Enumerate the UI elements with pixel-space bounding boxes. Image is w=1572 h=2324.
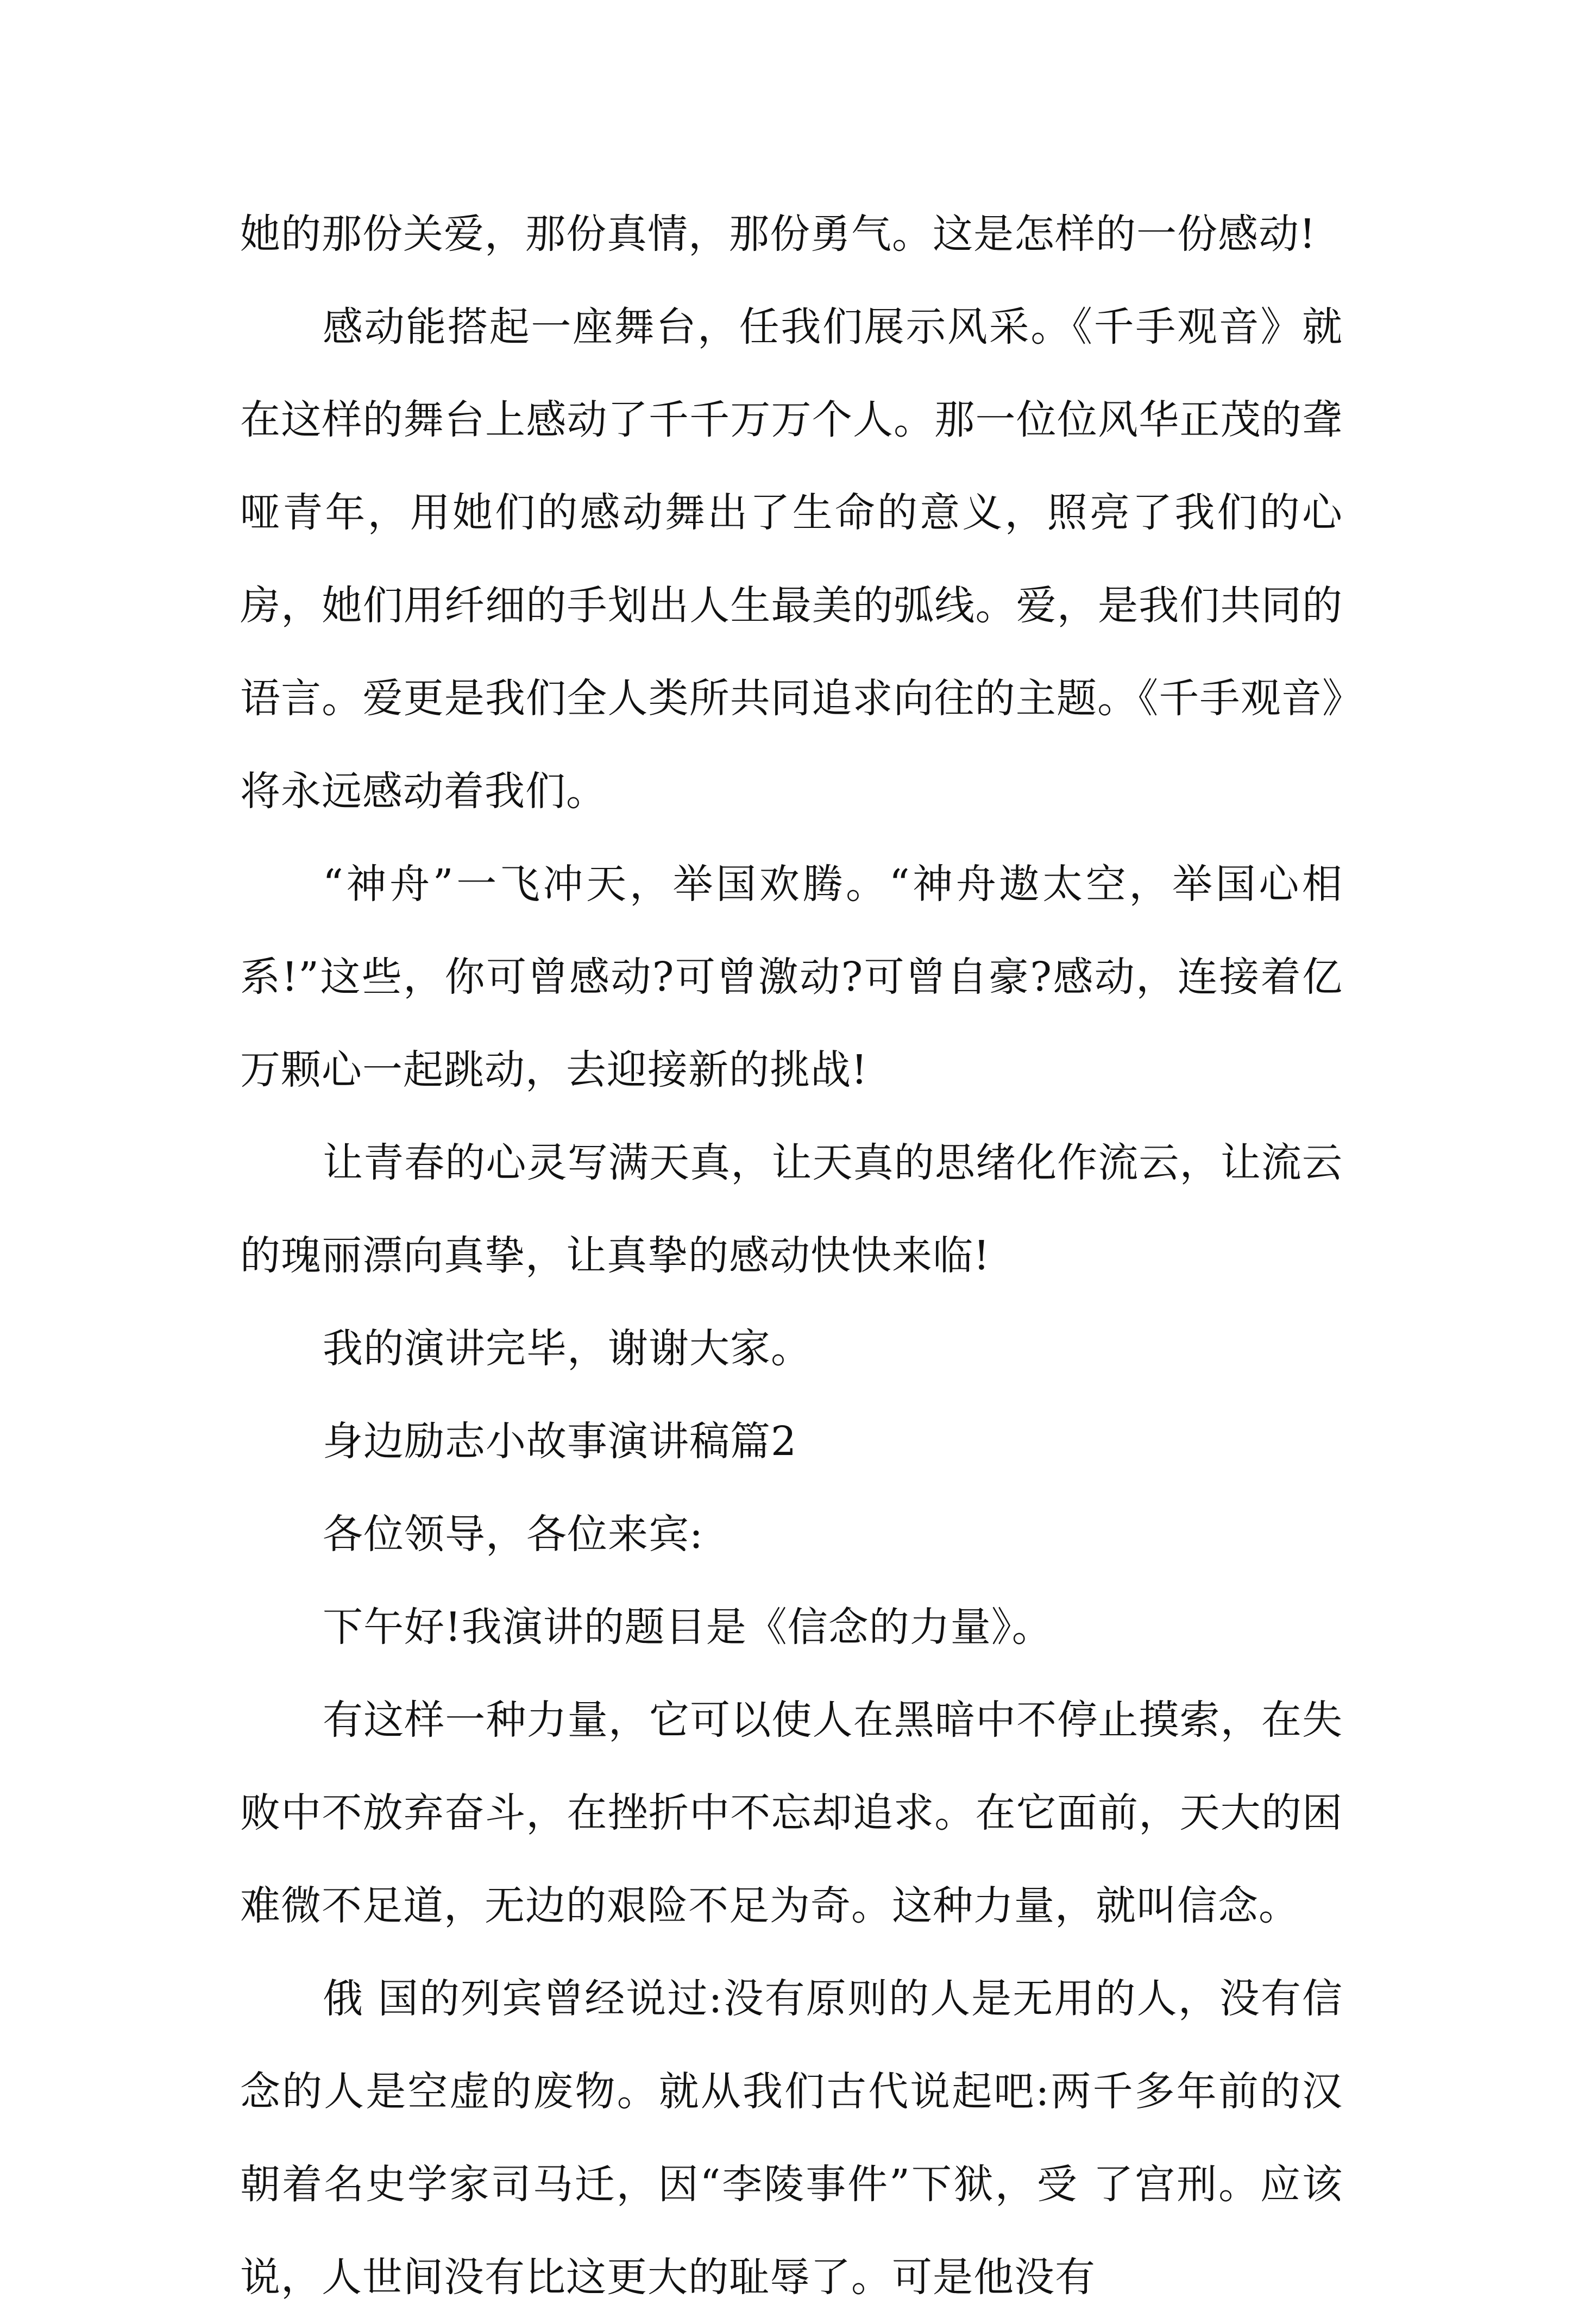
section-heading: 身边励志小故事演讲稿篇2 bbox=[323, 1418, 797, 1465]
greeting: 下午好!我演讲的题目是《信念的力量》。 bbox=[323, 1604, 1053, 1651]
paragraph-4: 让青春的心灵写满天真，让天真的思绪化作流云，让流云的瑰丽漂向真挚，让真挚的感动快快来临! bbox=[240, 1139, 1343, 1279]
document-body bbox=[240, 188, 1343, 2324]
paragraph-10: 俄 国的列宾曾经说过:没有原则的人是无用的人，没有信念的人是空虚的废物。就从我们古代说起吧:两千多年前的汉朝着名史学家司马迁，因“李陵事件”下狱，受 了宫刑。应该说，人世间没有比这更大的耻辱了。可是他没有 bbox=[240, 1975, 1343, 2301]
paragraph-9: 有这样一种力量，它可以使人在黑暗中不停止摸索，在失败中不放弃奋斗，在挫折中不忘却追求。在它面前，天大的困难微不足道，无边的艰险不足为奇。这种力量，就叫信念。 bbox=[240, 1697, 1343, 1929]
paragraph-2: 感动能搭起一座舞台，任我们展示风采。《千手观音》就在这样的舞台上感动了千千万万个人。那一位位风华正茂的聋哑青年，用她们的感动舞出了生命的意义，照亮了我们的心房，她们用纤细的手划出人生最美的弧线。爱，是我们共同的语言。爱更是我们全人类所共同追求向往的主题。《千手观音》将永远感动着我们。 bbox=[240, 304, 1343, 815]
salutation: 各位领导，各位来宾: bbox=[323, 1511, 703, 1558]
paragraph-1: 她的那份关爱，那份真情，那份勇气。这是怎样的一份感动! bbox=[240, 211, 1316, 257]
paragraph-3: “神舟”一飞冲天，举国欢腾。“神舟遨太空，举国心相系!”这些，你可曾感动?可曾激动?可曾自豪?感动，连接着亿万颗心一起跳动，去迎接新的挑战! bbox=[240, 861, 1343, 1093]
paragraph-5: 我的演讲完毕，谢谢大家。 bbox=[323, 1325, 812, 1372]
